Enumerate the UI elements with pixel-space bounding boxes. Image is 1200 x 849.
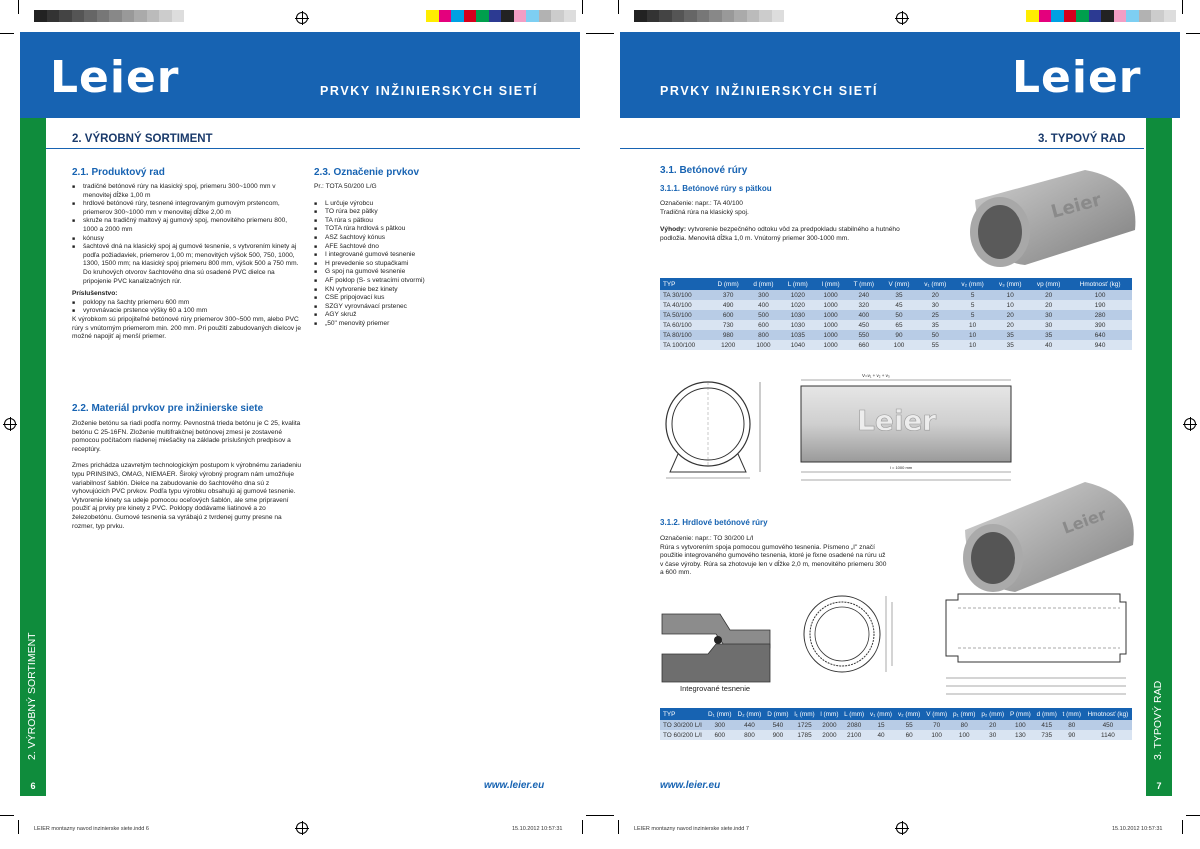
table-cell: 30 — [917, 300, 954, 310]
list-item: ■ TA rúra s pätkou — [314, 217, 534, 226]
table-cell: 5 — [954, 290, 992, 300]
list-item: ■ AFE šachtové dno — [314, 243, 534, 252]
accessories-note: K výrobkom sú pripojiteľné betónové rúry priemerov 300~500 mm, alebo PVC rúry s vnútorným priemerom min. 200 mm. Pri použití zabudovaných dielcov je možné napojiť aj menší priemer. — [72, 315, 302, 341]
table-cell: 300 — [746, 290, 781, 300]
list-item: ■ kónusy — [72, 235, 302, 244]
table-cell: 640 — [1068, 330, 1132, 340]
table-row — [660, 340, 1132, 350]
table-row — [660, 330, 1132, 340]
heading-3-1-1: 3.1.1. Betónové rúry s pätkou — [660, 184, 772, 193]
table-cell: 600 — [710, 310, 746, 320]
crop-mark — [618, 820, 619, 834]
table-cell: 35 — [991, 330, 1029, 340]
table-cell: 300 — [705, 720, 734, 730]
list-item: ■ vyrovnávacie prstence výšky 60 a 100 mm — [72, 307, 302, 316]
table-cell: 1725 — [792, 720, 818, 730]
column-header: D (mm) — [764, 708, 791, 720]
crop-mark — [600, 815, 614, 816]
table-cell: 2100 — [841, 730, 867, 740]
leier-logo: Leier — [50, 52, 180, 103]
table-cell: 40 — [1029, 340, 1068, 350]
column-header: d (mm) — [1034, 708, 1060, 720]
website-link[interactable]: www.leier.eu — [660, 780, 721, 791]
table-cell: 550 — [846, 330, 881, 340]
svg-text:Leier: Leier — [857, 404, 937, 437]
table-cell: 370 — [710, 290, 746, 300]
column-header: p₁ (mm) — [950, 708, 978, 720]
crop-mark — [18, 0, 19, 14]
table-cell: 20 — [1029, 290, 1068, 300]
socket-pipe-cross-section-drawing — [800, 590, 900, 680]
registration-mark-icon — [896, 12, 908, 24]
table-cell: TA 50/100 — [660, 310, 710, 320]
crop-mark — [586, 33, 600, 34]
pipe-foot-text — [660, 200, 900, 243]
grayscale-bar — [34, 10, 184, 22]
crop-mark — [618, 0, 619, 14]
table-cell: 540 — [764, 720, 791, 730]
table-cell: 1000 — [815, 290, 846, 300]
designation-line: Označenie: napr.: TA 40/100 — [660, 200, 743, 207]
grayscale-bar — [634, 10, 784, 22]
column-header: T (mm) — [846, 278, 881, 290]
column-header: l (mm) — [815, 278, 846, 290]
crop-mark — [582, 820, 583, 834]
table-cell: 10 — [954, 320, 992, 330]
table-cell: 980 — [710, 330, 746, 340]
footer-file: LEIER montazny navod inzinierske siete.indd 7 — [634, 826, 749, 832]
table-cell: 50 — [917, 330, 954, 340]
heading-2-1: 2.1. Produktový rad — [72, 167, 165, 178]
table-cell: 80 — [1060, 720, 1084, 730]
page-number: 6 — [20, 776, 46, 796]
table-row — [660, 310, 1132, 320]
table-cell: 30 — [1029, 320, 1068, 330]
socket-pipe-text — [660, 535, 890, 578]
column-header: v₂ (mm) — [954, 278, 992, 290]
column-header: D (mm) — [710, 278, 746, 290]
table-cell: 440 — [735, 720, 765, 730]
column-header: v₃ (mm) — [991, 278, 1029, 290]
table-cell: 735 — [1034, 730, 1060, 740]
column-header: t (mm) — [1060, 708, 1084, 720]
table-cell: 450 — [846, 320, 881, 330]
crop-mark — [0, 815, 14, 816]
table-cell: 30 — [978, 730, 1007, 740]
list-item: ■ skruže na tradičný maltový aj gumový spoj, menovitého priemeru 800, 1000 a 2000 mm — [72, 217, 302, 234]
table-cell: TO 30/200 L/I — [660, 720, 705, 730]
table-cell: 35 — [881, 290, 917, 300]
table-cell: 20 — [978, 720, 1007, 730]
table-row — [660, 730, 1132, 740]
page-number: 7 — [1146, 776, 1172, 796]
table-cell: TA 80/100 — [660, 330, 710, 340]
section-divider — [46, 148, 580, 149]
table-cell: 390 — [1068, 320, 1132, 330]
table-cell: 5 — [954, 310, 992, 320]
table-cell: TA 100/100 — [660, 340, 710, 350]
header-title: PRVKY INŽINIERSKYCH SIETÍ — [660, 84, 879, 98]
table-cell: 130 — [1007, 730, 1034, 740]
column-header: TYP — [660, 708, 705, 720]
column-header: V (mm) — [923, 708, 950, 720]
column-header: v₁ (mm) — [867, 708, 895, 720]
side-label: 2. VÝROBNÝ SORTIMENT — [26, 632, 38, 760]
table-cell: 450 — [1084, 720, 1132, 730]
list-item: ■ L určuje výrobcu — [314, 200, 534, 209]
designation-example: Pr.: TOTA 50/200 L/G — [314, 183, 377, 190]
table-cell: 660 — [846, 340, 881, 350]
table-cell: 5 — [954, 300, 992, 310]
table-cell: 60 — [895, 730, 923, 740]
table-cell: 100 — [881, 340, 917, 350]
table-cell: 240 — [846, 290, 881, 300]
footer-file: LEIER montazny navod inzinierske siete.indd 6 — [34, 826, 149, 832]
table-cell: 2000 — [818, 730, 842, 740]
list-item: ■ G spoj na gumové tesnenie — [314, 268, 534, 277]
right-page — [600, 0, 1200, 849]
table-cell: 30 — [1029, 310, 1068, 320]
leier-logo: Leier — [1012, 52, 1142, 103]
table-cell: 1000 — [815, 300, 846, 310]
column-header: Hmotnosť (kg) — [1068, 278, 1132, 290]
table-cell: 1140 — [1084, 730, 1132, 740]
table-cell: 320 — [846, 300, 881, 310]
table-cell: 35 — [917, 320, 954, 330]
table-cell: 600 — [746, 320, 781, 330]
table-cell: TA 40/100 — [660, 300, 710, 310]
table-cell: 90 — [1060, 730, 1084, 740]
section-title: 2. VÝROBNÝ SORTIMENT — [72, 133, 213, 145]
list-item: ■ tradičné betónové rúry na klasický spoj, priemeru 300~1000 mm v menovitej dĺžke 1,00 m — [72, 183, 302, 200]
crop-mark — [586, 815, 600, 816]
column-header: d (mm) — [746, 278, 781, 290]
product-range-text — [72, 183, 302, 342]
table-cell: 20 — [917, 290, 954, 300]
designation-text — [314, 183, 534, 329]
table-cell: 1000 — [815, 310, 846, 320]
pipe-cross-section-drawing — [660, 372, 772, 487]
table-cell: 2080 — [841, 720, 867, 730]
integrated-seal-label: Integrované tesnenie — [680, 684, 751, 693]
table-cell: 100 — [1068, 290, 1132, 300]
column-header: TYP — [660, 278, 710, 290]
registration-mark-icon — [296, 12, 308, 24]
table-cell: 25 — [917, 310, 954, 320]
column-header: Hmotnosť (kg) — [1084, 708, 1132, 720]
material-paragraph: Zloženie betónu sa riadi podľa normy. Pevnostná trieda betónu je C 25, kvalita betónu C 25-16FN. Zloženie multifrakčnej betónovej zmesi je zostavené pomocou počítačom riadenej miešačky na základe príslušných predpisov a receptúry. — [72, 420, 301, 453]
column-header: l₁ (mm) — [792, 708, 818, 720]
table-cell: 280 — [1068, 310, 1132, 320]
color-bar — [426, 10, 576, 22]
svg-text:Leier: Leier — [1048, 189, 1104, 223]
table-cell: 1030 — [781, 310, 815, 320]
footer-date: 15.10.2012 10:57:31 — [1112, 826, 1163, 832]
table-cell: 800 — [746, 330, 781, 340]
table-cell: 65 — [881, 320, 917, 330]
footer-date: 15.10.2012 10:57:31 — [512, 826, 563, 832]
crop-mark — [1182, 0, 1183, 14]
heading-3-1: 3.1. Betónové rúry — [660, 165, 748, 176]
table-cell: 55 — [917, 340, 954, 350]
material-text — [72, 420, 302, 531]
table-cell: 1040 — [781, 340, 815, 350]
designation-line: Označenie: napr.: TO 30/200 L/I — [660, 535, 754, 542]
table-cell: 10 — [954, 340, 992, 350]
column-header: D₂ (mm) — [735, 708, 765, 720]
table-cell: 100 — [950, 730, 978, 740]
table-cell: 70 — [923, 720, 950, 730]
list-item: ■ H prevedenie so stupačkami — [314, 260, 534, 269]
table-cell: 80 — [950, 720, 978, 730]
socket-pipe-photo — [955, 470, 1145, 595]
table-cell: 10 — [954, 330, 992, 340]
table-cell: 1020 — [781, 290, 815, 300]
table-cell: 415 — [1034, 720, 1060, 730]
table-cell: 1030 — [781, 320, 815, 330]
table-cell: 55 — [895, 720, 923, 730]
socket-pipe-side-drawing — [940, 588, 1130, 703]
table-cell: 90 — [881, 330, 917, 340]
column-header: v₂ (mm) — [895, 708, 923, 720]
table-cell: 1000 — [815, 320, 846, 330]
registration-mark-icon — [1184, 418, 1196, 430]
table-cell: 900 — [764, 730, 791, 740]
table-row — [660, 300, 1132, 310]
table-cell: 1000 — [746, 340, 781, 350]
description-line: Tradičná rúra na klasický spoj. — [660, 208, 749, 216]
crop-mark — [1182, 820, 1183, 834]
material-paragraph: Zmes prichádza uzavretým technologickým postupom k výrobnému zariadeniu typu PRINSING, OMAG, NIEMAER. Široký výrobný program nám umožňuje variabilnosť šablón. Dielce na zabudovanie do šachtového dna sú z vyhovujúcich PVC prvkov. Podľa typu výrobku obsahujú aj gumové tesnenie. Vytvorenie kinety sa udeje pomocou oceľových šablón, ale sme pripravení použiť aj prvky pre kinety z PVC. Poklopy dodávame liatinové a zo železobetónu. Gumové tesnenia sa vyrábajú z tvrdenej gumy presne na rozmer, typ prvku. — [72, 462, 302, 530]
list-item: ■ CSE pripojovací kus — [314, 294, 534, 303]
color-bar — [1026, 10, 1176, 22]
table-cell: TO 60/200 L/I — [660, 730, 705, 740]
column-header: p₂ (mm) — [978, 708, 1007, 720]
crop-mark — [18, 820, 19, 834]
table-cell: TA 60/100 — [660, 320, 710, 330]
list-item: ■ TOTA rúra hrdlová s pätkou — [314, 225, 534, 234]
table-cell: 15 — [867, 720, 895, 730]
crop-mark — [582, 0, 583, 14]
table-cell: 1200 — [710, 340, 746, 350]
registration-mark-icon — [296, 822, 308, 834]
column-header: D₁ (mm) — [705, 708, 734, 720]
section-divider — [620, 148, 1144, 149]
header-title: PRVKY INŽINIERSKYCH SIETÍ — [320, 84, 539, 98]
accessories-title: Príslušenstvo: — [72, 290, 118, 298]
heading-2-2: 2.2. Materiál prvkov pre inžinierske siete — [72, 403, 264, 414]
table-cell: 40 — [867, 730, 895, 740]
table-cell: 35 — [991, 340, 1029, 350]
column-header: v₁ (mm) — [917, 278, 954, 290]
table-cell: 1000 — [815, 330, 846, 340]
table-cell: 1785 — [792, 730, 818, 740]
table-cell: 1020 — [781, 300, 815, 310]
registration-mark-icon — [896, 822, 908, 834]
crop-mark — [0, 33, 14, 34]
heading-3-1-2: 3.1.2. Hrdlové betónové rúry — [660, 518, 768, 527]
svg-text:Leier: Leier — [1059, 504, 1109, 538]
table-cell: 800 — [735, 730, 765, 740]
list-item: ■ šachtové dná na klasický spoj aj gumové tesnenie, s vytvorením kinety aj podľa požiadaviek, priemerov 1,00 m; menovitých výšok 500, 750, 1000, 1300, 1500 mm; na klasický spoj priemeru 800 mm, výšok 500 a 750 mm. Do kruhových otvorov šachtového dna sú osadené PVC dielce na pripojenie PVC kanalizačných rúr. — [72, 243, 302, 286]
l-dimension-label: l = 1000 mm — [890, 465, 913, 470]
heading-2-3: 2.3. Označenie prvkov — [314, 167, 420, 178]
table-cell: 1035 — [781, 330, 815, 340]
description-paragraph: Rúra s vytvorením spoja pomocou gumového tesnenia. Písmeno „I" značí použitie integrovaného gumového tesnenia, ktoré je fixne osadené na rúru už v čase výroby. Rúra sa zhotovuje len v dĺžke 2,0 m, menovitého priemeru 300 a 600 mm. — [660, 543, 887, 577]
table-cell: 500 — [746, 310, 781, 320]
column-header: l (mm) — [818, 708, 842, 720]
list-item: ■ „50" menovitý priemer — [314, 320, 534, 329]
table-cell: 2000 — [818, 720, 842, 730]
list-item: ■ AF poklop (S- s vetracími otvormi) — [314, 277, 534, 286]
table-cell: TA 30/100 — [660, 290, 710, 300]
table-cell: 20 — [991, 310, 1029, 320]
table-cell: 490 — [710, 300, 746, 310]
table-cell: 190 — [1068, 300, 1132, 310]
table-cell: 45 — [881, 300, 917, 310]
table-cell: 400 — [746, 300, 781, 310]
table-cell: 100 — [923, 730, 950, 740]
column-header: vp (mm) — [1029, 278, 1068, 290]
crop-mark — [600, 33, 614, 34]
crop-mark — [1186, 33, 1200, 34]
pipe-foot-table — [660, 278, 1132, 350]
list-item: ■ ASZ šachtový kónus — [314, 234, 534, 243]
table-cell: 1000 — [815, 340, 846, 350]
list-item: ■ AGY skruž — [314, 311, 534, 320]
table-cell: 10 — [991, 300, 1029, 310]
table-cell: 600 — [705, 730, 734, 740]
list-item: ■ I integrované gumové tesnenie — [314, 251, 534, 260]
list-item: ■ SZGY vyrovnávací prstenec — [314, 303, 534, 312]
table-cell: 400 — [846, 310, 881, 320]
table-cell: 940 — [1068, 340, 1132, 350]
table-cell: 10 — [991, 290, 1029, 300]
v-formula-label: V=v₁ + v₂ + v₃ — [862, 373, 890, 378]
advantages-text: vytvorenie bezpečného odtoku vôd za predpokladu stabilného a hutného podložia. Menovitá dĺžka 1,0 m. Vnútorný priemer 300-1000 mm. — [660, 226, 900, 242]
column-header: V (mm) — [881, 278, 917, 290]
list-item: ■ TO rúra bez pätky — [314, 208, 534, 217]
table-cell: 35 — [1029, 330, 1068, 340]
column-header: L (mm) — [781, 278, 815, 290]
table-row — [660, 320, 1132, 330]
column-header: L (mm) — [841, 708, 867, 720]
table-cell: 730 — [710, 320, 746, 330]
crop-mark — [1186, 815, 1200, 816]
socket-pipe-table — [660, 708, 1132, 740]
table-cell: 50 — [881, 310, 917, 320]
side-label: 3. TYPOVÝ RAD — [1152, 680, 1164, 760]
list-item: ■ KN vytvorenie bez kinety — [314, 286, 534, 295]
registration-mark-icon — [4, 418, 16, 430]
table-cell: 100 — [1007, 720, 1034, 730]
column-header: P (mm) — [1007, 708, 1034, 720]
integrated-seal-detail-drawing — [660, 604, 772, 684]
table-cell: 20 — [991, 320, 1029, 330]
advantages — [660, 226, 900, 243]
pipe-with-foot-photo — [955, 160, 1150, 275]
table-cell: 20 — [1029, 300, 1068, 310]
website-link[interactable]: www.leier.eu — [484, 780, 545, 791]
table-row — [660, 290, 1132, 300]
section-title: 3. TYPOVÝ RAD — [1038, 133, 1126, 145]
list-item: ■ hrdlové betónové rúry, tesnené integrovaným gumovým prstencom, priemerov 300~1000 mm v menovitej dĺžke 2,00 m — [72, 200, 302, 217]
table-row — [660, 720, 1132, 730]
advantages-label: Výhody: — [660, 226, 687, 234]
list-item: ■ poklopy na šachty priemeru 600 mm — [72, 299, 302, 308]
